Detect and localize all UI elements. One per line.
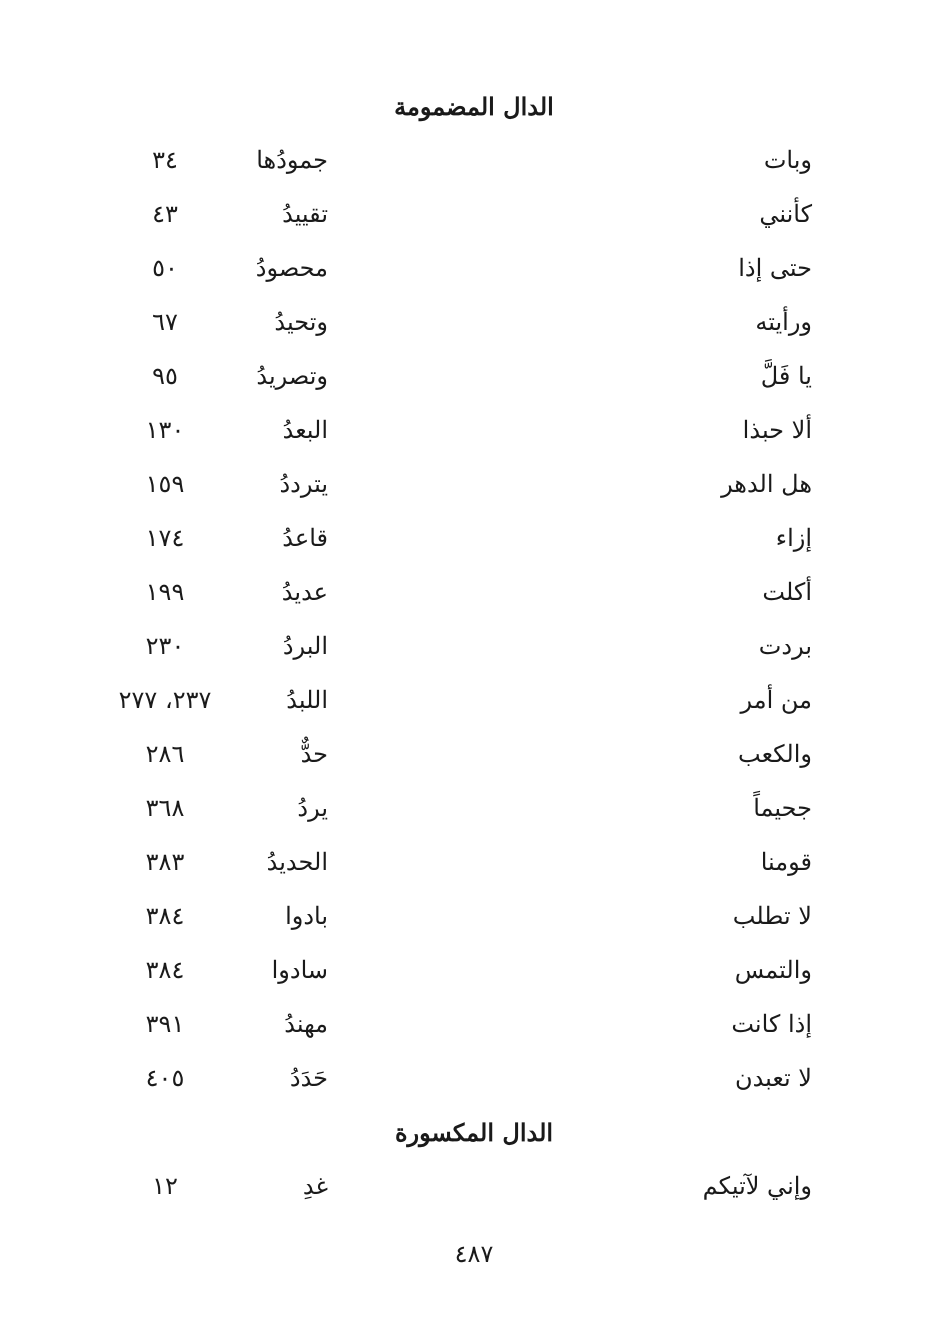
page-refs: ١٥٩ [145, 470, 185, 498]
index-row [0, 524, 948, 564]
page-refs: ٣٩١ [145, 1010, 185, 1038]
index-row [0, 686, 948, 726]
rhyme-word: بادوا [285, 902, 328, 930]
index-row [0, 146, 948, 186]
rhyme-word: اللبدُ [286, 686, 328, 714]
page-refs: ٣٦٨ [145, 794, 185, 822]
first-words: حتى إذا [738, 254, 812, 282]
rhyme-word: البعدُ [282, 416, 328, 444]
rhyme-word: سادوا [271, 956, 328, 984]
first-words: لا تطلب [732, 902, 812, 930]
index-row [0, 740, 948, 780]
first-words: يا فَلَّ [760, 362, 812, 390]
page-refs: ٩٥ [152, 362, 178, 390]
page-refs: ١٧٤ [145, 524, 185, 552]
section-title-kasra: الدال المكسورة [394, 1118, 554, 1147]
rhyme-word: الحديدُ [266, 848, 328, 876]
first-words: والتمس [734, 956, 812, 984]
first-words: لا تعبدن [734, 1064, 812, 1092]
page-refs: ٣٨٤ [145, 902, 185, 930]
page-refs: ٤٠٥ [145, 1064, 185, 1092]
first-words: ورأيته [755, 308, 812, 336]
index-row [0, 416, 948, 456]
first-words: من أمر [740, 686, 812, 714]
rhyme-word: يردُ [297, 794, 328, 822]
page-refs: ٣٨٤ [145, 956, 185, 984]
page-refs: ٣٤ [152, 146, 178, 174]
first-words: ألا حبذا [742, 416, 812, 444]
page-refs: ١٩٩ [145, 578, 185, 606]
first-words: وبات [763, 146, 812, 174]
index-row [0, 794, 948, 834]
index-row [0, 902, 948, 942]
index-row [0, 200, 948, 240]
page-refs: ٢٨٦ [145, 740, 185, 768]
page-number: ٤٨٧ [454, 1240, 494, 1268]
rhyme-word: غدِ [302, 1172, 328, 1200]
page-refs: ٣٨٣ [145, 848, 185, 876]
index-row [0, 1172, 948, 1212]
rhyme-word: قاعدُ [282, 524, 328, 552]
index-row [0, 632, 948, 672]
index-row [0, 578, 948, 618]
index-row [0, 1064, 948, 1104]
first-words: قومنا [760, 848, 812, 876]
index-row [0, 470, 948, 510]
index-row [0, 254, 948, 294]
index-row [0, 1010, 948, 1050]
rhyme-word: تقييدُ [282, 200, 328, 228]
rhyme-word: حَدَدُ [289, 1064, 328, 1092]
page-refs: ٦٧ [152, 308, 178, 336]
rhyme-word: وتصريدُ [256, 362, 328, 390]
index-row [0, 362, 948, 402]
first-words: هل الدهر [721, 470, 812, 498]
rhyme-word: مهندُ [284, 1010, 328, 1038]
page-refs: ٥٠ [152, 254, 178, 282]
index-row [0, 956, 948, 996]
first-words: وإني لآتيكم [702, 1172, 812, 1200]
rhyme-word: محصودُ [255, 254, 328, 282]
page-refs: ٢٣٠ [145, 632, 185, 660]
first-words: والكعب [738, 740, 812, 768]
first-words: جحيماً [753, 794, 812, 822]
first-words: أكلت [762, 578, 812, 606]
index-row [0, 848, 948, 888]
page-refs: ١٣٠ [145, 416, 185, 444]
rhyme-word: جمودُها [256, 146, 328, 174]
rhyme-word: عديدُ [281, 578, 328, 606]
rhyme-word: وتحيدُ [274, 308, 328, 336]
index-row [0, 308, 948, 348]
rhyme-word: البردُ [282, 632, 328, 660]
page-refs: ٤٣ [152, 200, 178, 228]
first-words: كأنني [759, 200, 812, 228]
rhyme-word: يترددُ [279, 470, 328, 498]
page-refs: ١٢ [152, 1172, 178, 1200]
first-words: إزاء [775, 524, 812, 552]
page-refs: ٢٣٧، ٢٧٧ [118, 686, 212, 714]
first-words: بردت [758, 632, 812, 660]
section-title-damma: الدال المضمومة [394, 92, 554, 121]
first-words: إذا كانت [731, 1010, 812, 1038]
rhyme-word: حدٌّ [300, 740, 328, 768]
